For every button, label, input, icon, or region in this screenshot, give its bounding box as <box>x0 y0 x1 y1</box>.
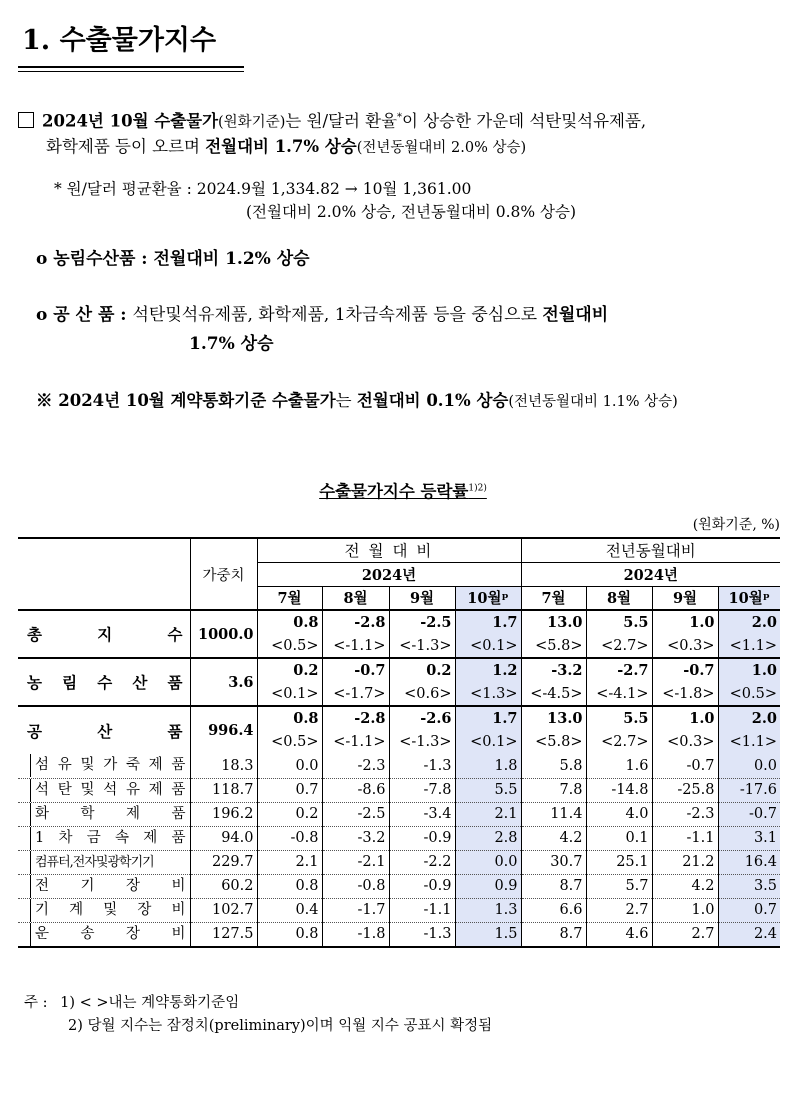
value-cell: 0.2 <box>389 658 455 682</box>
value-cell: -2.5 <box>389 610 455 634</box>
row-weight: 229.7 <box>190 850 257 874</box>
row-label <box>18 850 190 874</box>
section-title: 1. 수출물가지수 <box>22 25 217 56</box>
contract-cell: <5.8> <box>521 730 586 754</box>
contract-cell: <0.5> <box>257 730 322 754</box>
section-title-box <box>18 20 244 72</box>
header-month-mom-4: 10월ᵖ <box>455 586 521 610</box>
contract-cell: <0.5> <box>257 634 322 658</box>
row-weight: 1000.0 <box>190 610 257 658</box>
summary-subject: 2024년 10월 수출물가 <box>42 111 219 131</box>
value-cell: -14.8 <box>586 778 652 802</box>
value-cell: 2.4 <box>718 922 780 947</box>
header-corner <box>18 538 190 610</box>
row-label-text: 공 산 품 <box>27 721 183 741</box>
header-yoy: 전년동월대비 <box>521 538 780 562</box>
contract-cell: <0.3> <box>652 634 718 658</box>
contract-subject: ※ 2024년 10월 계약통화기준 수출물가 <box>36 391 336 410</box>
row-label <box>18 898 190 922</box>
value-cell: 1.5 <box>455 922 521 947</box>
value-cell: 0.4 <box>257 898 322 922</box>
value-cell: 11.4 <box>521 802 586 826</box>
value-cell: 4.2 <box>652 874 718 898</box>
contract-cell: <0.6> <box>389 682 455 706</box>
row-label <box>18 874 190 898</box>
contract-cell: <1.1> <box>718 730 780 754</box>
value-cell: -1.1 <box>389 898 455 922</box>
value-cell: -0.9 <box>389 874 455 898</box>
value-cell: 4.6 <box>586 922 652 947</box>
row-label-text: 1 차 금 속 제 품 <box>30 827 186 850</box>
value-cell: -3.2 <box>521 658 586 682</box>
agri-text: 전월대비 1.2% 상승 <box>153 249 310 269</box>
header-month-yoy-2: 8월 <box>586 586 652 610</box>
row-weight: 102.7 <box>190 898 257 922</box>
value-cell: 0.7 <box>718 898 780 922</box>
value-cell: -2.7 <box>586 658 652 682</box>
ind-text: 석탄및석유제품, 화학제품, 1차금속제품 등을 중심으로 <box>132 305 543 325</box>
value-cell: 0.8 <box>257 610 322 634</box>
contract-cell: <-1.8> <box>652 682 718 706</box>
contract-cell: <0.1> <box>455 730 521 754</box>
value-cell: -1.7 <box>322 898 389 922</box>
value-cell: -0.7 <box>718 802 780 826</box>
contract-cell: <-4.5> <box>521 682 586 706</box>
value-cell: 2.8 <box>455 826 521 850</box>
contract-cell: <-1.3> <box>389 634 455 658</box>
row-weight: 18.3 <box>190 754 257 778</box>
row-label <box>18 826 190 850</box>
table-row <box>18 874 780 898</box>
value-cell: 1.0 <box>652 610 718 634</box>
summary-basis: (원화기준) <box>218 114 286 131</box>
value-cell: 4.0 <box>586 802 652 826</box>
value-cell: 0.9 <box>455 874 521 898</box>
value-cell: 5.7 <box>586 874 652 898</box>
row-weight: 196.2 <box>190 802 257 826</box>
value-cell: 0.0 <box>455 850 521 874</box>
row-label-text: 컴퓨터,전자및광학기기 <box>30 851 186 874</box>
header-month-yoy-1: 7월 <box>521 586 586 610</box>
value-cell: 0.0 <box>718 754 780 778</box>
value-cell: 0.7 <box>257 778 322 802</box>
header-weight: 가중치 <box>190 538 257 610</box>
export-price-table <box>18 537 780 948</box>
value-cell: 5.5 <box>586 706 652 730</box>
header-year-yoy: 2024년 <box>521 562 780 586</box>
value-cell: -7.8 <box>389 778 455 802</box>
table-row <box>18 850 780 874</box>
contract-cell: <1.3> <box>455 682 521 706</box>
value-cell: 2.0 <box>718 610 780 634</box>
contract-cell: <0.1> <box>257 682 322 706</box>
contract-cell: <-1.3> <box>389 730 455 754</box>
summary-mom: 전월대비 1.7% 상승 <box>205 137 357 156</box>
row-label-text: 화 학 제 품 <box>30 803 186 826</box>
note-1: 1) < >내는 계약통화기준임 <box>60 995 240 1011</box>
row-weight: 94.0 <box>190 826 257 850</box>
value-cell: -0.7 <box>322 658 389 682</box>
value-cell: -2.8 <box>322 610 389 634</box>
contract-cell: <-1.7> <box>322 682 389 706</box>
table-row <box>18 610 780 634</box>
value-cell: -2.2 <box>389 850 455 874</box>
value-cell: -3.4 <box>389 802 455 826</box>
value-cell: 8.7 <box>521 922 586 947</box>
value-cell: -2.3 <box>322 754 389 778</box>
summary-text-a: 는 원/달러 환율 <box>285 111 398 131</box>
value-cell: 2.7 <box>586 898 652 922</box>
summary-line-2 <box>46 136 526 159</box>
note-1-line <box>24 991 239 1012</box>
value-cell: 2.7 <box>652 922 718 947</box>
value-cell: 30.7 <box>521 850 586 874</box>
value-cell: -2.8 <box>322 706 389 730</box>
value-cell: 1.2 <box>455 658 521 682</box>
value-cell: 1.3 <box>455 898 521 922</box>
value-cell: 3.5 <box>718 874 780 898</box>
title-underline <box>18 66 244 72</box>
value-cell: 25.1 <box>586 850 652 874</box>
row-label-text: 총 지 수 <box>27 625 183 644</box>
row-label-text: 기 계 및 장 비 <box>30 899 186 922</box>
contract-cell: <-4.1> <box>586 682 652 706</box>
value-cell: -2.1 <box>322 850 389 874</box>
agri-label: o 농림수산품 : <box>36 249 154 269</box>
contract-text: 는 <box>335 391 357 410</box>
contract-cell: <2.7> <box>586 634 652 658</box>
value-cell: 1.0 <box>652 898 718 922</box>
table-body <box>18 610 780 947</box>
value-cell: 0.8 <box>257 874 322 898</box>
value-cell: -1.1 <box>652 826 718 850</box>
value-cell: -17.6 <box>718 778 780 802</box>
value-cell: -0.7 <box>652 658 718 682</box>
ind-mom-value: 1.7% 상승 <box>189 334 274 354</box>
value-cell: 0.2 <box>257 802 322 826</box>
row-weight: 60.2 <box>190 874 257 898</box>
table-row <box>18 778 780 802</box>
header-month-mom-3: 9월 <box>389 586 455 610</box>
table-title-wrap <box>0 478 806 502</box>
contract-cell: <-1.1> <box>322 730 389 754</box>
contract-cell: <0.5> <box>718 682 780 706</box>
header-month-yoy-3: 9월 <box>652 586 718 610</box>
value-cell: -0.9 <box>389 826 455 850</box>
table-row <box>18 922 780 947</box>
value-cell: 6.6 <box>521 898 586 922</box>
value-cell: 8.7 <box>521 874 586 898</box>
header-month-mom-2: 8월 <box>322 586 389 610</box>
contract-cell: <1.1> <box>718 634 780 658</box>
value-cell: -0.8 <box>257 826 322 850</box>
value-cell: 21.2 <box>652 850 718 874</box>
ind-mom: 전월대비 <box>542 305 609 325</box>
table-title <box>319 482 487 501</box>
row-label-text: 전 기 장 비 <box>30 875 186 898</box>
value-cell: 2.1 <box>455 802 521 826</box>
checkbox-square-icon <box>18 112 34 128</box>
header-month-mom-1: 7월 <box>257 586 322 610</box>
table-row <box>18 898 780 922</box>
value-cell: -2.5 <box>322 802 389 826</box>
value-cell: 5.5 <box>586 610 652 634</box>
summary-yoy: (전년동월대비 2.0% 상승) <box>356 140 527 156</box>
table-row <box>18 826 780 850</box>
fx-note-line: * 원/달러 평균환율 : 2024.9월 1,334.82 → 10월 1,361.00 <box>54 180 472 198</box>
value-cell: 1.6 <box>586 754 652 778</box>
row-label <box>18 658 190 706</box>
value-cell: 4.2 <box>521 826 586 850</box>
header-month-yoy-4: 10월ᵖ <box>718 586 780 610</box>
row-weight: 127.5 <box>190 922 257 947</box>
value-cell: 7.8 <box>521 778 586 802</box>
value-cell: 16.4 <box>718 850 780 874</box>
summary-text-b: 이 상승한 가운데 석탄및석유제품, <box>402 111 647 131</box>
value-cell: 5.5 <box>455 778 521 802</box>
value-cell: -0.8 <box>322 874 389 898</box>
header-row-1 <box>18 538 780 562</box>
value-cell: 0.8 <box>257 706 322 730</box>
value-cell: 1.7 <box>455 610 521 634</box>
value-cell: 2.0 <box>718 706 780 730</box>
row-weight: 118.7 <box>190 778 257 802</box>
summary-asterisk: * <box>397 112 403 123</box>
contract-mom: 전월대비 0.1% 상승 <box>356 391 509 410</box>
table-title-text: 수출물가지수 등락률 <box>319 482 469 501</box>
value-cell: -25.8 <box>652 778 718 802</box>
value-cell: 1.8 <box>455 754 521 778</box>
value-cell: 0.2 <box>257 658 322 682</box>
row-label <box>18 778 190 802</box>
summary-text-c: 화학제품 등이 오르며 <box>46 137 206 156</box>
value-cell: -0.7 <box>652 754 718 778</box>
row-label <box>18 706 190 754</box>
contract-cell: <0.3> <box>652 730 718 754</box>
value-cell: 1.7 <box>455 706 521 730</box>
value-cell: 1.0 <box>718 658 780 682</box>
table-row <box>18 706 780 730</box>
value-cell: 0.0 <box>257 754 322 778</box>
value-cell: -1.8 <box>322 922 389 947</box>
value-cell: -2.3 <box>652 802 718 826</box>
summary-line-1 <box>18 107 646 134</box>
row-label-text: 농 림 수 산 품 <box>27 673 183 692</box>
row-label-text: 운 송 장 비 <box>30 923 186 946</box>
contract-cell: <0.1> <box>455 634 521 658</box>
fx-note-detail: (전월대비 2.0% 상승, 전년동월대비 0.8% 상승) <box>246 203 577 221</box>
table-row <box>18 754 780 778</box>
value-cell: 1.0 <box>652 706 718 730</box>
note-2: 2) 당월 지수는 잠정치(preliminary)이며 익월 지수 공표시 확정됨 <box>68 1018 493 1034</box>
row-label-text: 석 탄 및 석 유 제 품 <box>30 779 186 802</box>
value-cell: -1.3 <box>389 754 455 778</box>
contract-yoy: (전년동월대비 1.1% 상승) <box>508 394 678 410</box>
table-row <box>18 802 780 826</box>
ind-label: o 공 산 품 : <box>36 305 133 325</box>
agri-bullet <box>36 248 310 270</box>
value-cell: 13.0 <box>521 610 586 634</box>
header-mom: 전 월 대 비 <box>257 538 521 562</box>
value-cell: -2.6 <box>389 706 455 730</box>
value-cell: -1.3 <box>389 922 455 947</box>
row-label <box>18 754 190 778</box>
value-cell: -3.2 <box>322 826 389 850</box>
value-cell: 2.1 <box>257 850 322 874</box>
notes-label: 주 : <box>24 995 48 1011</box>
contract-line <box>36 390 678 413</box>
value-cell: -8.6 <box>322 778 389 802</box>
value-cell: 0.8 <box>257 922 322 947</box>
row-label <box>18 922 190 947</box>
table-row <box>18 658 780 682</box>
ind-bullet <box>36 304 608 326</box>
value-cell: 13.0 <box>521 706 586 730</box>
value-cell: 5.8 <box>521 754 586 778</box>
value-cell: 3.1 <box>718 826 780 850</box>
contract-cell: <5.8> <box>521 634 586 658</box>
row-label <box>18 610 190 658</box>
row-weight: 3.6 <box>190 658 257 706</box>
value-cell: 0.1 <box>586 826 652 850</box>
table-unit: (원화기준, %) <box>692 517 780 533</box>
row-label-text: 섬 유 및 가 죽 제 품 <box>30 754 186 777</box>
row-label <box>18 802 190 826</box>
row-weight: 996.4 <box>190 706 257 754</box>
table-title-sup: 1)2) <box>468 483 487 494</box>
contract-cell: <-1.1> <box>322 634 389 658</box>
contract-cell: <2.7> <box>586 730 652 754</box>
header-year-mom: 2024년 <box>257 562 521 586</box>
